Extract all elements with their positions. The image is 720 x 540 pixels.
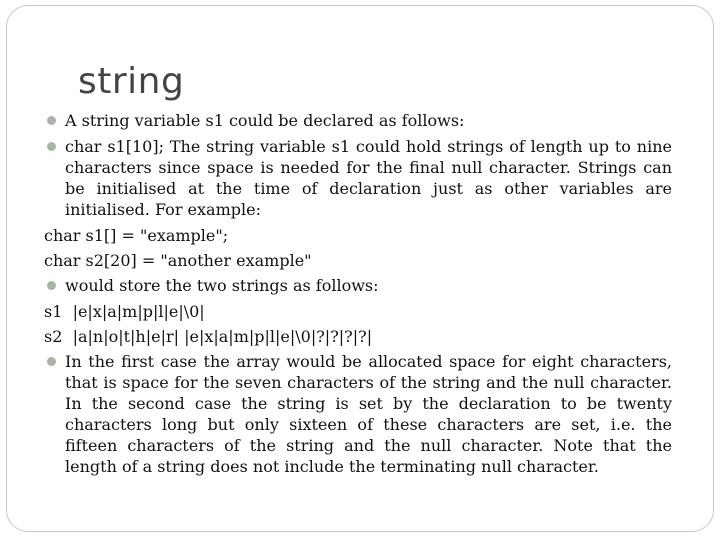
bullet-item — [44, 136, 672, 220]
bullet-text: A string variable s1 could be declared as follows: — [65, 111, 465, 130]
bullet-dot-icon — [47, 142, 56, 151]
slide-title: string — [78, 61, 185, 102]
code-line: s1 |e|x|a|m|p|l|e|\0| — [44, 302, 205, 321]
slide-body — [44, 110, 672, 482]
bullet-dot-icon — [47, 357, 56, 366]
bullet-item — [44, 275, 672, 296]
bullet-dot-icon — [47, 281, 56, 290]
bullet-item — [44, 351, 672, 477]
code-line: char s2[20] = "another example" — [44, 251, 312, 270]
bullet-text: char s1[10]; The string variable s1 could hold strings of length up to nine characters since space is needed for the final null character. Strings can be initialised at the time of declaration just as other variables are initialised. For example: — [65, 137, 672, 219]
bullet-item — [44, 110, 672, 131]
bullet-dot-icon — [47, 116, 56, 125]
bullet-text: In the first case the array would be allocated space for eight characters, that is space for the seven characters of the string and the null character. In the second case the string is set by the declaration to be twenty characters long but only sixteen of these characters are set, i.e. the fifteen characters of the string and the null character. Note that the length of a string does not include the terminating null character. — [65, 352, 672, 476]
bullet-text: would store the two strings as follows: — [65, 276, 379, 295]
code-line: s2 |a|n|o|t|h|e|r| |e|x|a|m|p|l|e|\0|?|?|?|?| — [44, 327, 373, 346]
code-line: char s1[] = "example"; — [44, 226, 229, 245]
